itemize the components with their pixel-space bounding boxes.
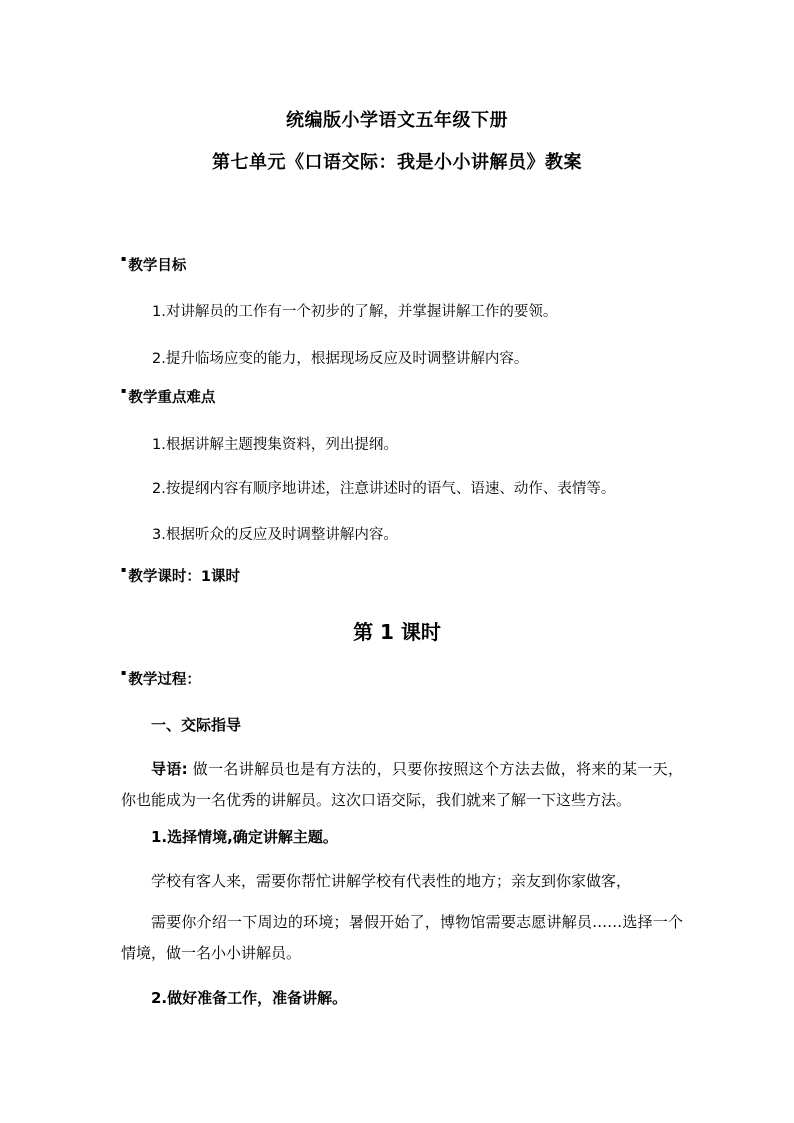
process-part-1: 一、交际指导 [151, 716, 242, 734]
section-heading-process-label: 教学过程： [128, 672, 201, 688]
section-heading-key-points [121, 386, 215, 407]
intro-text: 做一名讲解员也是有方法的，只要你按照这个方法去做，将来的某一天，你也能成为一名优秀的讲解员。这次口语交际，我们就来了解一下这些方法。 [121, 760, 684, 809]
section-heading-process [121, 668, 201, 689]
section-heading-hours [121, 565, 240, 586]
intro-label: 导语: [151, 760, 188, 778]
section-heading-goals-label: 教学目标 [128, 258, 187, 274]
step-2: 2.做好准备工作，准备讲解。 [151, 989, 348, 1007]
lesson-title: 第 1 课时 [353, 620, 441, 644]
document-subtitle: 第七单元《口语交际：我是小小讲解员》教案 [212, 152, 582, 173]
paragraph: 学校有客人来，需要你帮忙讲解学校有代表性的地方；亲友到你家做客， [151, 872, 632, 890]
bullet-icon: ▪ [121, 386, 127, 395]
section-heading-goals [121, 254, 186, 275]
key-point-item: 2.按提纲内容有顺序地讲述，注意讲述时的语气、语速、动作、表情等。 [152, 481, 616, 497]
paragraph: 需要你介绍一下周边的环境；暑假开始了，博物馆需要志愿讲解员……选择一个情境，做一名小小讲解员。 [121, 913, 683, 962]
section-heading-key-points-label: 教学重点难点 [128, 390, 216, 406]
bullet-icon: ▪ [121, 254, 127, 263]
key-point-item: 1.根据讲解主题搜集资料，列出提纲。 [152, 437, 398, 453]
step-1: 1.选择情境,确定讲解主题。 [151, 828, 338, 846]
bullet-icon: ▪ [121, 565, 127, 574]
goal-item: 2.提升临场应变的能力，根据现场反应及时调整讲解内容。 [152, 351, 529, 367]
bullet-icon: ▪ [121, 668, 127, 677]
key-point-item: 3.根据听众的反应及时调整讲解内容。 [152, 527, 398, 543]
document-title: 统编版小学语文五年级下册 [286, 110, 508, 131]
section-heading-hours-label: 教学课时：1课时 [128, 569, 241, 585]
goal-item: 1.对讲解员的工作有一个初步的了解，并掌握讲解工作的要领。 [152, 304, 558, 320]
intro-paragraph [121, 754, 683, 816]
